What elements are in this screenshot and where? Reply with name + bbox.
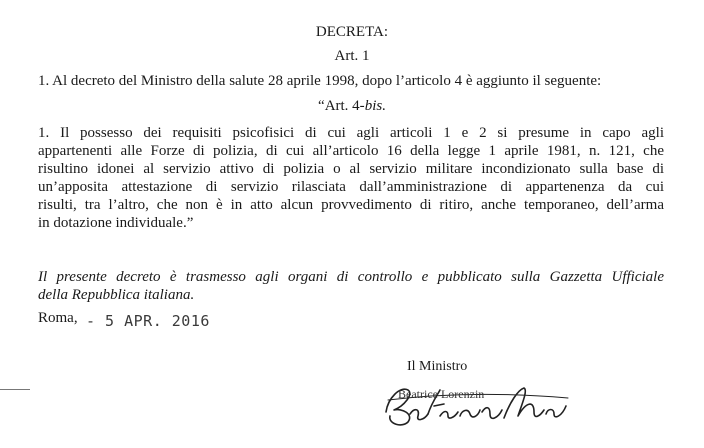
intro-paragraph: 1. Al decreto del Ministro della salute 28 aprile 1998, dopo l’articolo 4 è aggiunto il seguente: (38, 73, 602, 89)
article-4bis-heading (0, 98, 704, 115)
minister-name: Beatrice Lorenzin (398, 387, 485, 401)
body-line: in dotazione individuale.” (38, 215, 194, 231)
closing-line: della Repubblica italiana. (38, 287, 195, 303)
article-body (38, 124, 664, 232)
article-heading-suffix: bis. (364, 98, 386, 114)
body-line: appartenenti alle Forze di polizia, di cui all’articolo 16 della legge 1 aprile 1981, n. 121, che (38, 143, 664, 159)
body-line: risultino idonei al servizio attivo di polizia o al servizio militare incondizionato sulla base di (38, 161, 664, 177)
article-heading-prefix: “Art. 4- (318, 98, 365, 114)
place-label: Roma, (38, 310, 78, 326)
body-line: 1. Il possesso dei requisiti psicofisici di cui agli articoli 1 e 2 si presume in capo agli (38, 125, 664, 141)
decreta-heading: DECRETA: (315, 24, 389, 40)
body-line: risulti, tra l’altro, che non è in atto alcun provvedimento di ritiro, anche temporaneo, dell’arma (38, 197, 664, 213)
article-number: Art. 1 (334, 48, 370, 64)
closing-paragraph (38, 268, 664, 304)
handwritten-signature (378, 372, 578, 432)
minister-title: Il Ministro (407, 359, 468, 374)
signature-graphic (378, 372, 578, 432)
margin-rule (0, 389, 30, 390)
closing-line: Il presente decreto è trasmesso agli organi di controllo e pubblicato sulla Gazzetta Ufficiale (38, 269, 664, 285)
body-line: un’apposita attestazione di servizio rilasciata dall’amministrazione di appartenenza da cui (38, 179, 664, 195)
date-stamp: - 5 APR. 2016 (86, 312, 210, 330)
